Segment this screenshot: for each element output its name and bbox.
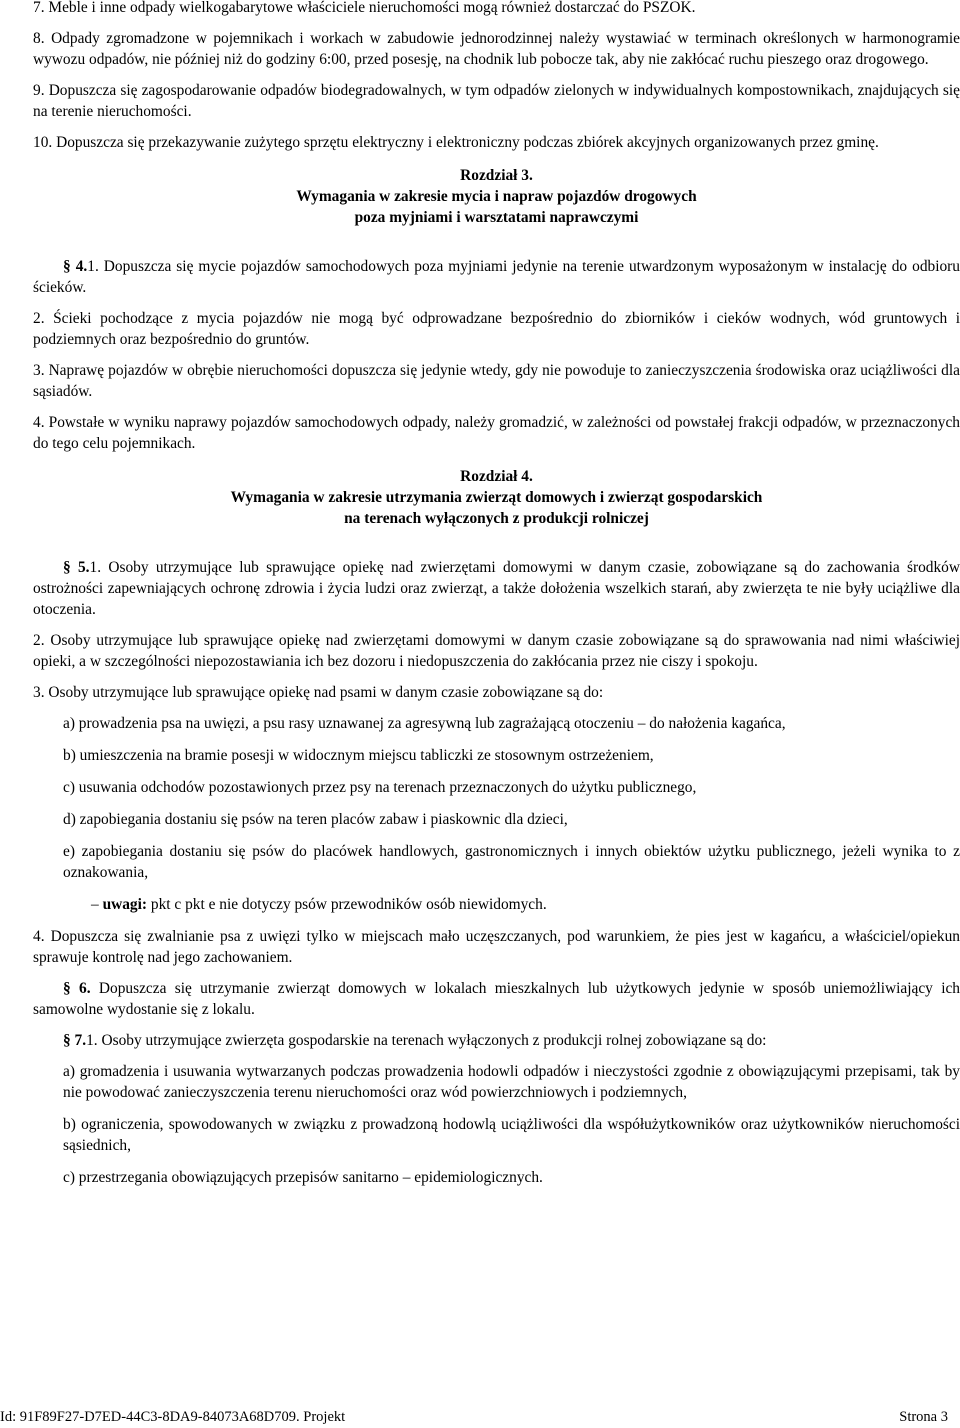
section-5-note — [33, 894, 960, 915]
paragraph-10: 10. Dopuszcza się przekazywanie zużytego sprzętu elektryczny i elektroniczny podczas zbiórek akcyjnych organizowanych przez gminę. — [33, 134, 879, 151]
note-dash: – — [91, 896, 99, 913]
section-5-item-b: b) umieszczenia na bramie posesji w widocznym miejscu tabliczki ze stosownym ostrzeżeniem, — [63, 747, 654, 764]
section-7-p1-num: 1. — [86, 1032, 98, 1049]
section-5-p1-text: Osoby utrzymujące lub sprawujące opiekę nad zwierzętami domowymi w danym czasie, zobowiązane są do zachowania środków ostrożności zapewniających ochronę zdrowia i życia ludzi oraz zwierząt, a także dołożenia wszelkich starań, aby zwierzęta te nie były uciążliwe dla otoczenia. — [33, 559, 960, 618]
paragraph-8: 8. Odpady zgromadzone w pojemnikach i workach w zabudowie jednorodzinnej należy wystawiać w terminach określonych w harmonogramie wywozu odpadów, nie później niż do godziny 6:00, przed posesję, na chodnik lub pobocze tak, aby nie zakłócać ruchu pieszego oraz drogowego. — [33, 30, 960, 68]
section-4-paragraph-3: 3. Naprawę pojazdów w obrębie nieruchomości dopuszcza się jedynie wtedy, gdy nie powoduje to zanieczyszczenia środowiska oraz uciążliwości dla sąsiadów. — [33, 362, 960, 400]
section-5-paragraph-4: 4. Dopuszcza się zwalnianie psa z uwięzi tylko w miejscach mało uczęszczanych, pod warunkiem, że pies jest w kagańcu, a właściciel/opiekun sprawuje kontrolę nad jego zachowaniem. — [33, 928, 960, 966]
section-5-item-e: e) zapobiegania dostaniu się psów do placówek handlowych, gastronomicznych i innych obiektów użytku publicznego, jeżeli wynika to z oznakowania, — [63, 843, 960, 881]
section-4-paragraph-1 — [33, 256, 960, 298]
chapter-3-line1: Wymagania w zakresie mycia i napraw pojazdów drogowych — [296, 188, 697, 205]
section-6-paragraph — [33, 978, 960, 1020]
section-4-p1-num: 1. — [87, 258, 99, 275]
section-7-item-b: b) ograniczenia, spowodowanych w związku z prowadzoną hodowlą uciążliwości dla współużytkowników oraz użytkowników nieruchomości sąsiednich, — [63, 1116, 960, 1154]
note-text: pkt c pkt e nie dotyczy psów przewodników osób niewidomych. — [147, 896, 547, 913]
section-7-item-a: a) gromadzenia i usuwania wytwarzanych podczas prowadzenia hodowli odpadów i nieczystości zgodnie z obowiązującymi przepisami, tak by nie powodować zanieczyszczenia terenu nieruchomości oraz wód powierzchniowych i podziemnych, — [63, 1063, 960, 1101]
section-7-marker: § 7. — [63, 1032, 87, 1049]
chapter-4-heading — [33, 466, 960, 529]
paragraph-7: 7. Meble i inne odpady wielkogabarytowe właściciele nieruchomości mogą również dostarczać do PSZOK. — [33, 0, 696, 16]
section-5-item-c: c) usuwania odchodów pozostawionych przez psy na terenach przeznaczonych do użytku publicznego, — [63, 779, 697, 796]
chapter-3-line2: poza myjniami i warsztatami naprawczymi — [354, 209, 639, 226]
section-4-paragraph-2: 2. Ścieki pochodzące z mycia pojazdów nie mogą być odprowadzane bezpośrednio do zbiorników i cieków wodnych, wód gruntowych i podziemnych oraz bezpośrednio do gruntów. — [33, 310, 960, 348]
document-body — [33, 0, 960, 1199]
section-5-paragraph-3: 3. Osoby utrzymujące lub sprawujące opiekę nad psami w danym czasie zobowiązane są do: — [33, 684, 604, 701]
section-5-item-d: d) zapobiegania dostaniu się psów na teren placów zabaw i piaskownic dla dzieci, — [63, 811, 568, 828]
section-5-paragraph-2: 2. Osoby utrzymujące lub sprawujące opiekę nad zwierzętami domowymi w danym czasie zobowiązane są do sprawowania nad nimi właściwiej opieki, a w szczególności niepozostawiania ich bez dozoru i niedopuszczenia do zakłócania przez nie ciszy i spokoju. — [33, 632, 960, 670]
page-number: Strona 3 — [899, 1409, 948, 1425]
chapter-4-line1: Wymagania w zakresie utrzymania zwierząt domowych i zwierząt gospodarskich — [230, 489, 763, 506]
note-label: uwagi: — [102, 896, 148, 913]
section-5-marker: § 5. — [63, 559, 90, 576]
chapter-3-title: Rozdział 3. — [460, 167, 533, 184]
section-6-marker: § 6. — [63, 980, 91, 997]
section-5-item-a: a) prowadzenia psa na uwięzi, a psu rasy uznawanej za agresywną lub zagrażającą otoczeniu – do nałożenia kagańca, — [63, 715, 786, 732]
section-4-paragraph-4: 4. Powstałe w wyniku naprawy pojazdów samochodowych odpady, należy gromadzić, w zależności od powstałej frakcji odpadów, w przeznaczonych do tego celu pojemnikach. — [33, 414, 960, 452]
section-6-text: Dopuszcza się utrzymanie zwierząt domowych w lokalach mieszkalnych lub użytkowych jedynie w sposób uniemożliwiający ich samowolne wydostanie się z lokalu. — [33, 980, 960, 1018]
section-4-p1-text: Dopuszcza się mycie pojazdów samochodowych poza myjniami jedynie na terenie utwardzonym wyposażonym w instalację do odbioru ścieków. — [33, 258, 960, 296]
chapter-4-line2: na terenach wyłączonych z produkcji rolniczej — [344, 510, 649, 527]
section-7-paragraph-1 — [33, 1030, 960, 1051]
section-5-p1-num: 1. — [89, 559, 102, 576]
document-id: Id: 91F89F27-D7ED-44C3-8DA9-84073A68D709. Projekt — [0, 1409, 346, 1425]
chapter-4-title: Rozdział 4. — [460, 468, 533, 485]
section-4-marker: § 4. — [63, 258, 88, 275]
paragraph-9: 9. Dopuszcza się zagospodarowanie odpadów biodegradowalnych, w tym odpadów zielonych w indywidualnych kompostownikach, znajdujących się na terenie nieruchomości. — [33, 82, 960, 120]
section-7-p1-text: Osoby utrzymujące zwierzęta gospodarskie na terenach wyłączonych z produkcji rolnej zobowiązane są do: — [97, 1032, 767, 1049]
chapter-3-heading — [33, 165, 960, 228]
section-7-item-c: c) przestrzegania obowiązujących przepisów sanitarno – epidemiologicznych. — [63, 1169, 543, 1186]
section-5-paragraph-1 — [33, 557, 960, 620]
